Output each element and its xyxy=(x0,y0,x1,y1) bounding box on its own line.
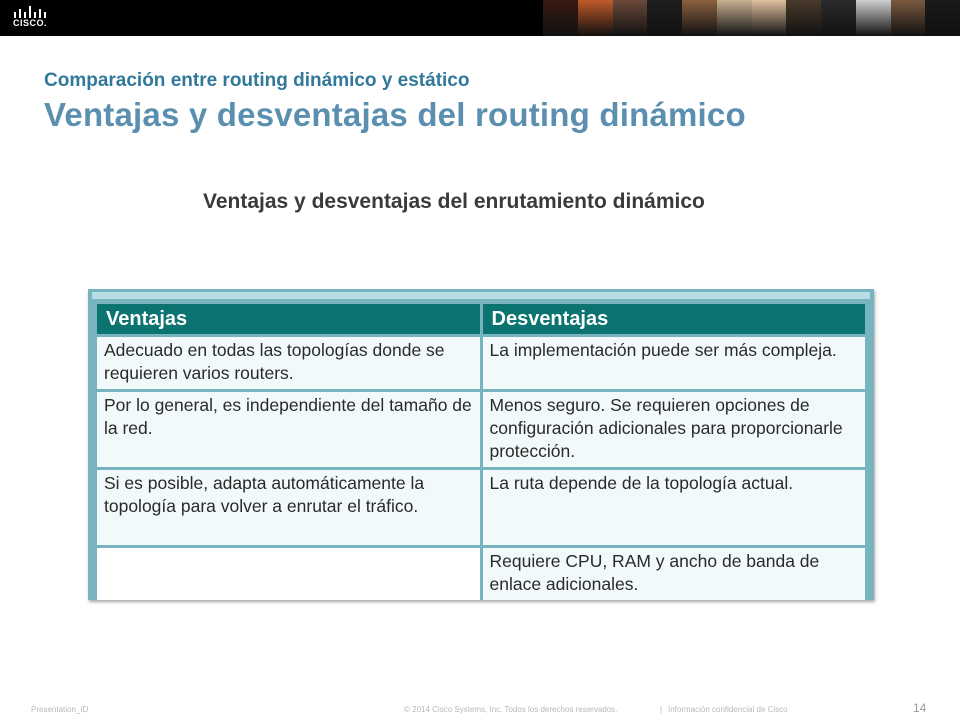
disadvantage-cell: La ruta depende de la topología actual. xyxy=(483,470,866,545)
slide-subtitle: Comparación entre routing dinámico y estático xyxy=(44,70,470,91)
banner-photo xyxy=(647,0,682,36)
banner-photo xyxy=(752,0,787,36)
page-number: 14 xyxy=(913,701,927,715)
comparison-table-frame xyxy=(88,289,874,600)
comparison-table xyxy=(94,301,868,603)
table-row xyxy=(97,337,865,389)
footer-presentation-id: Presentation_ID xyxy=(31,705,89,714)
table-row xyxy=(97,548,865,600)
cisco-bars-icon xyxy=(14,6,54,18)
disadvantage-cell: La implementación puede ser más compleja. xyxy=(483,337,866,389)
table-header-row xyxy=(97,304,865,334)
table-row xyxy=(97,470,865,545)
table-row xyxy=(97,392,865,467)
banner-photo xyxy=(856,0,891,36)
advantage-cell xyxy=(97,548,480,600)
advantage-cell: Por lo general, es independiente del tamaño de la red. xyxy=(97,392,480,467)
header-disadvantages: Desventajas xyxy=(483,304,866,334)
cisco-logo-text: CISCO. xyxy=(13,18,48,28)
top-banner xyxy=(0,0,960,36)
cisco-logo xyxy=(13,6,57,30)
banner-photo xyxy=(717,0,752,36)
banner-photo xyxy=(578,0,613,36)
advantage-cell: Si es posible, adapta automáticamente la topología para volver a enrutar el tráfico. xyxy=(97,470,480,545)
banner-photo xyxy=(821,0,856,36)
header-advantages: Ventajas xyxy=(97,304,480,334)
advantage-cell: Adecuado en todas las topologías donde se requieren varios routers. xyxy=(97,337,480,389)
banner-photo xyxy=(613,0,648,36)
disadvantage-cell: Requiere CPU, RAM y ancho de banda de enlace adicionales. xyxy=(483,548,866,600)
banner-photo xyxy=(543,0,578,36)
figure-title: Ventajas y desventajas del enrutamiento dinámico xyxy=(203,190,705,213)
disadvantage-cell: Menos seguro. Se requieren opciones de configuración adicionales para proporcionarle protección. xyxy=(483,392,866,467)
slide-title: Ventajas y desventajas del routing dinámico xyxy=(44,96,746,133)
banner-photo xyxy=(891,0,926,36)
footer-copyright: © 2014 Cisco Systems, Inc. Todos los derechos reservados. xyxy=(404,705,618,714)
banner-photo xyxy=(786,0,821,36)
footer-separator: | xyxy=(660,705,663,714)
banner-photo xyxy=(682,0,717,36)
banner-photo xyxy=(925,0,960,36)
banner-photo-strip xyxy=(543,0,960,36)
footer-confidential: Información confidencial de Cisco xyxy=(668,705,788,714)
